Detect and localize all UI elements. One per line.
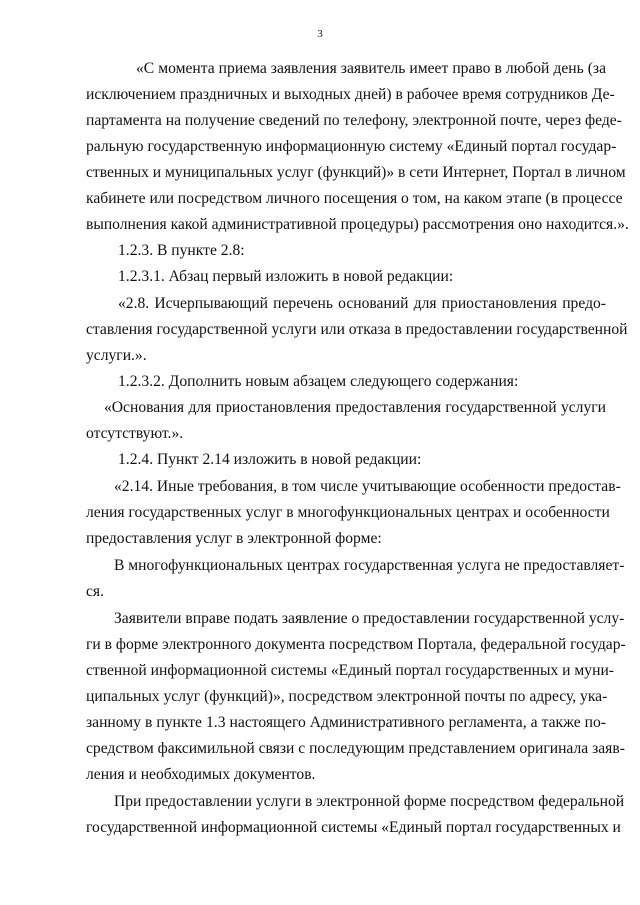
text-line: предоставления услуг в электронной форме: bbox=[86, 530, 382, 547]
text-line: кабинете или посредством личного посещения о том, на каком этапе (в процессе bbox=[86, 190, 623, 207]
text-line: ральную государственную информационную систему «Единый портал государ- bbox=[86, 138, 617, 155]
text-line: 1.2.4. Пункт 2.14 изложить в новой редакции: bbox=[118, 451, 422, 468]
text-line: Заявители вправе подать заявление о предоставлении государственной услу- bbox=[114, 610, 625, 627]
text-line: ственной информационной системы «Единый портал государственных и муни- bbox=[86, 662, 614, 679]
text-line: занному в пункте 1.3 настоящего Административного регламента, а также по- bbox=[86, 714, 606, 731]
text-line: ципальных услуг (функций)», посредством электронной почты по адресу, ука- bbox=[86, 688, 608, 705]
text-line: 1.2.3.1. Абзац первый изложить в новой редакции: bbox=[118, 268, 454, 285]
text-line: исключением праздничных и выходных дней) в рабочее время сотрудников Де- bbox=[86, 86, 615, 103]
text-line: отсутствуют.». bbox=[86, 425, 184, 442]
text-line: При предоставлении услуги в электронной форме посредством федеральной bbox=[114, 793, 625, 810]
text-line: выполнения какой административной процедуры) рассмотрения оно находится.». bbox=[86, 216, 629, 233]
text-line: партамента на получение сведений по телефону, электронной почте, через феде- bbox=[86, 112, 622, 129]
text-line: 1.2.3.2. Дополнить новым абзацем следующего содержания: bbox=[118, 373, 519, 390]
text-line: В многофункциональных центрах государственная услуга не предоставляет- bbox=[114, 557, 625, 574]
text-line: ги в форме электронного документа посредством Портала, федеральной государ- bbox=[86, 636, 626, 653]
text-line: «2.14. Иные требования, в том числе учитывающие особенности предостав- bbox=[114, 478, 621, 495]
text-line: ственных и муниципальных услуг (функций)» в сети Интернет, Портал в личном bbox=[86, 164, 626, 181]
text-line: средством факсимильной связи с последующим представлением оригинала заяв- bbox=[86, 740, 625, 757]
text-line: ления государственных услуг в многофункциональных центрах и особенности bbox=[86, 504, 610, 521]
text-line: государственной информационной системы «Единый портал государственных и bbox=[86, 819, 621, 836]
text-line: 1.2.3. В пункте 2.8: bbox=[118, 242, 245, 259]
page-number: 3 bbox=[317, 28, 323, 40]
text-line: «Основания для приостановления предоставления государственной услуги bbox=[104, 399, 606, 416]
text-line: «С момента приема заявления заявитель имеет право в любой день (за bbox=[136, 60, 606, 77]
text-line: ставления государственной услуги или отказа в предоставлении государственной bbox=[86, 321, 628, 338]
text-line: услуги.». bbox=[86, 347, 147, 364]
text-line: ления и необходимых документов. bbox=[86, 766, 316, 783]
text-line: «2.8. Исчерпывающий перечень оснований для приостановления предо- bbox=[118, 295, 606, 312]
text-line: ся. bbox=[86, 583, 104, 600]
